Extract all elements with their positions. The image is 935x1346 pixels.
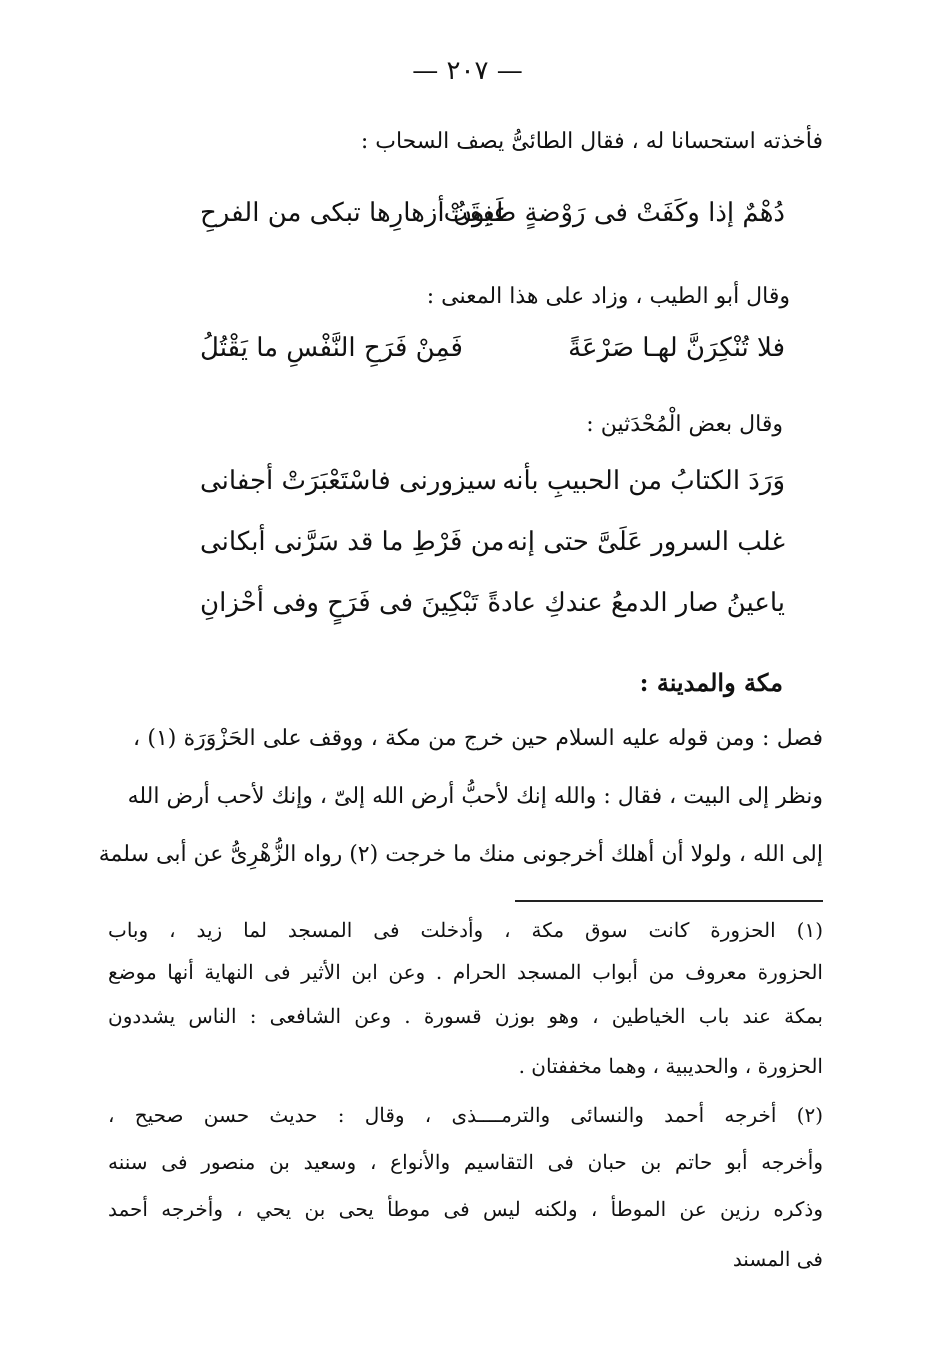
footnote-1-line: بمكة عند باب الخياطين ، وهو بوزن قسورة . وعن الشافعى : الناس يشددون — [108, 1004, 823, 1028]
verse-3-line-2 — [200, 527, 785, 571]
muhdathin-line: وقال بعض الْمُحْدَثين : — [586, 412, 783, 437]
verse-3-second-hemistich: سيزورنى فاسْتَعْبَرَتْ أجفانى — [200, 466, 497, 496]
footnote-1-line: الحزورة ، والحديبية ، وهما مخففتان . — [518, 1054, 823, 1078]
verse-1-second-hemistich: عيونُ أزهارِها تبكى من الفرحِ — [200, 198, 509, 228]
verse-2 — [200, 333, 785, 377]
footnote-2-line: فى المسند — [732, 1247, 823, 1271]
verse-3-line-3 — [200, 588, 785, 632]
section-heading: مكة والمدينة : — [639, 668, 783, 697]
verse-1 — [200, 198, 785, 242]
body-line: ونظر إلى البيت ، فقال : والله إنك لأحبُّ أرض الله إلىّ ، وإنك لأحب أرض الله — [127, 784, 823, 809]
footnote-2-line: وذكره رزين عن الموطأ ، ولكنه ليس فى موطأ يحى بن يحي ، وأخرجه أحمد — [108, 1197, 823, 1221]
verse-2-first-hemistich: فلا تُنْكِرَنَّ لهـا صَرْعَةً — [568, 333, 785, 363]
verse-3-first-hemistich: غلب السرور عَلَىَّ حتى إنه — [506, 527, 785, 557]
verse-3-first-hemistich: وَرَدَ الكتابُ من الحبيبِ بأنه — [502, 466, 785, 496]
body-line: إلى الله ، ولولا أن أهلك أخرجونى منك ما خرجت (٢) رواه الزُّهْرِىُّ عن أبى سلمة — [98, 842, 823, 867]
verse-3-second-hemistich: من فَرْطِ ما قد سَرَّنى أبكانى — [200, 527, 505, 557]
footnote-2-line: (٢) أخرجه أحمد والنسائى والترمــــذى ، وقال : حديث حسن صحيح ، — [108, 1103, 823, 1127]
verse-3-second-hemistich: تَبْكِينَ فى فَرَحٍ وفى أحْزانِ — [200, 588, 479, 618]
intro-line: فأخذته استحسانا له ، فقال الطائىُّ يصف السحاب : — [360, 129, 823, 154]
verse-3-line-1 — [200, 466, 785, 510]
abu-tayyib-line: وقال أبو الطيب ، وزاد على هذا المعنى : — [426, 284, 790, 309]
footnote-separator — [515, 900, 823, 902]
verse-1-first-hemistich: دُهْمٌ إذا وكَفَتْ فى رَوْضةٍ طَفِقَتْ — [443, 198, 785, 228]
footnote-1-line: الحزورة معروف من أبواب المسجد الحرام . وعن ابن الأثير فى النهاية أنها موضع — [108, 960, 823, 984]
verse-3-first-hemistich: ياعينُ صار الدمعُ عندكِ عادةً — [487, 588, 785, 618]
verse-2-second-hemistich: فَمِنْ فَرَحِ النَّفْسِ ما يَقْتُلُ — [200, 333, 463, 363]
page-number: — ٢٠٧ — — [412, 56, 523, 86]
body-line: فصل : ومن قوله عليه السلام حين خرج من مكة ، ووقف على الحَزْوَرَة (١) ، — [133, 726, 823, 751]
footnote-2-line: وأخرجه أبو حاتم بن حبان فى التقاسيم والأنواع ، وسعيد بن منصور فى سننه — [108, 1150, 823, 1174]
footnote-1-line: (١) الحزورة كانت سوق مكة ، وأدخلت فى المسجد لما زيد ، وباب — [108, 918, 823, 942]
